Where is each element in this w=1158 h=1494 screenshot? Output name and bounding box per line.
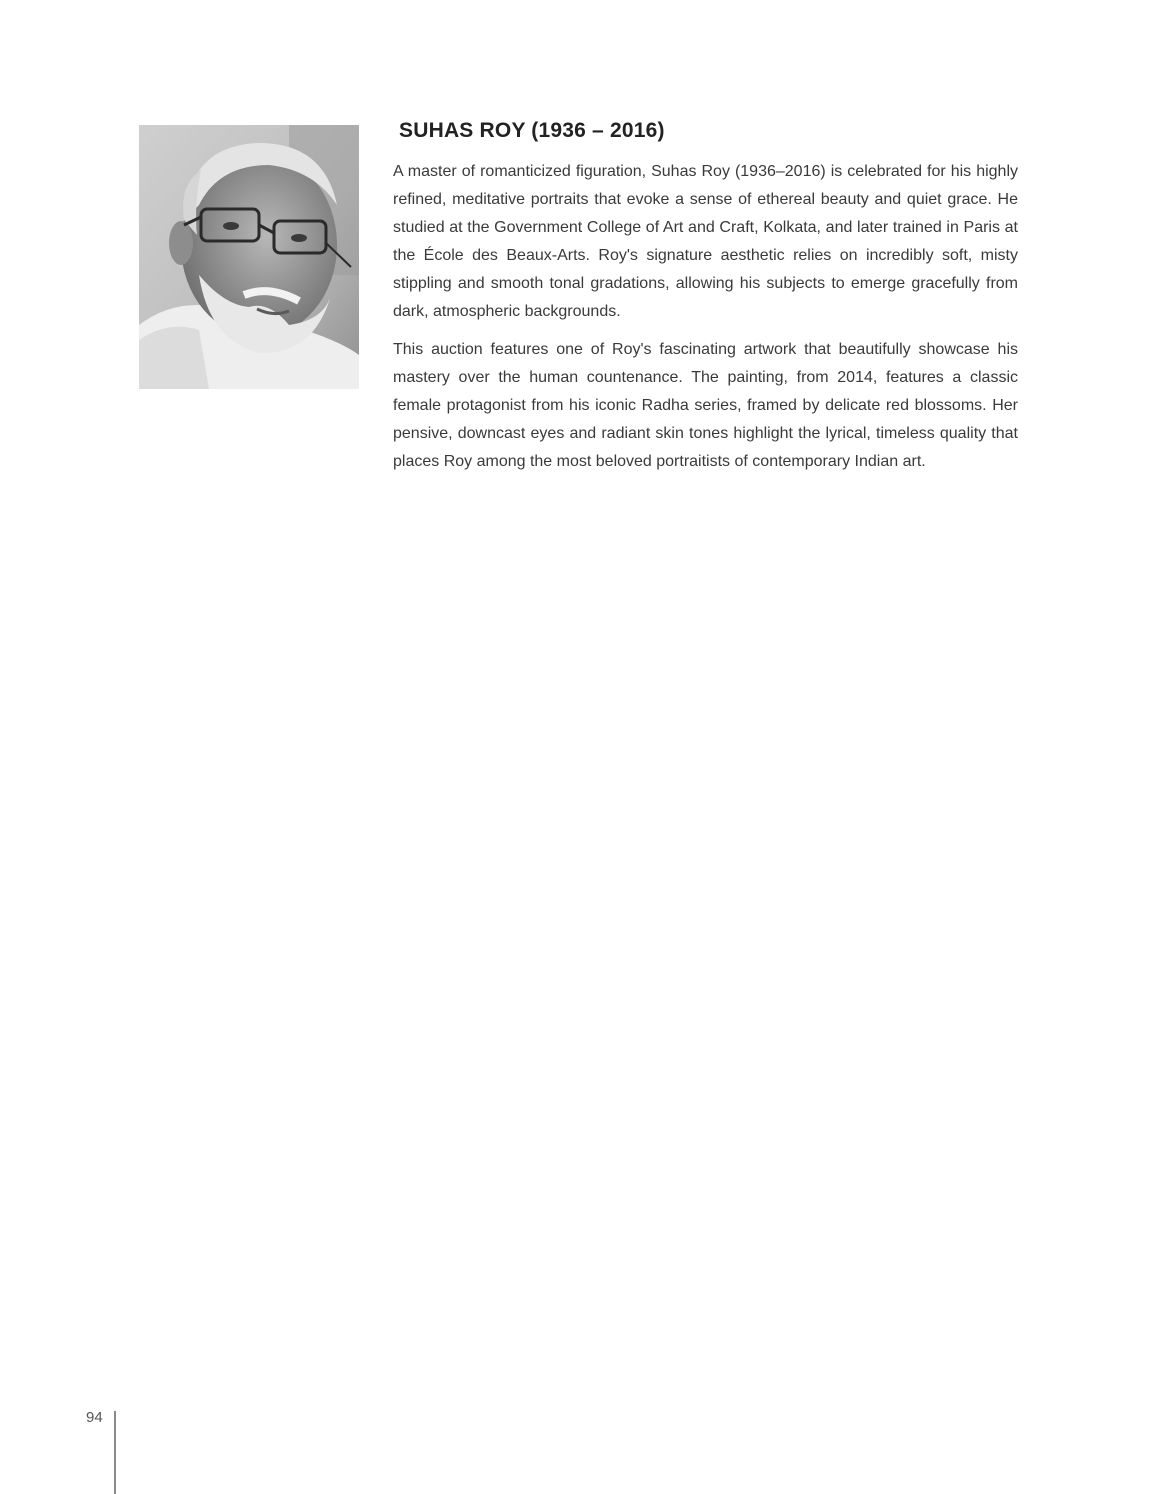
page-number: 94 [86,1409,103,1426]
portrait-text-wrap-spacer [139,158,393,458]
artist-title: SUHAS ROY (1936 – 2016) [399,119,665,142]
auction-paragraph: This auction features one of Roy's fascinating artwork that beautifully showcase his mastery over the human countenance. The painting, from 2014, features a classic female protagonist from his iconic Radha series, framed by delicate red blossoms. Her pensive, downcast eyes and radiant skin tones highlight the lyrical, timeless quality that places Roy among the most beloved portraitists of contemporary Indian art. [393,341,1018,470]
artist-biography [139,158,1018,476]
page-number-rule [114,1411,116,1494]
biography-paragraph: A master of romanticized figuration, Suhas Roy (1936–2016) is celebrated for his highly refined, meditative portraits that evoke a sense of ethereal beauty and quiet grace. He studied at the Government College of Art and Craft, Kolkata, and later trained in Paris at the École des Beaux-Arts. Roy's signature aesthetic relies on incredibly soft, misty stippling and smooth tonal gradations, allowing his subjects to emerge gracefully from dark, atmospheric backgrounds. [393,163,1018,320]
